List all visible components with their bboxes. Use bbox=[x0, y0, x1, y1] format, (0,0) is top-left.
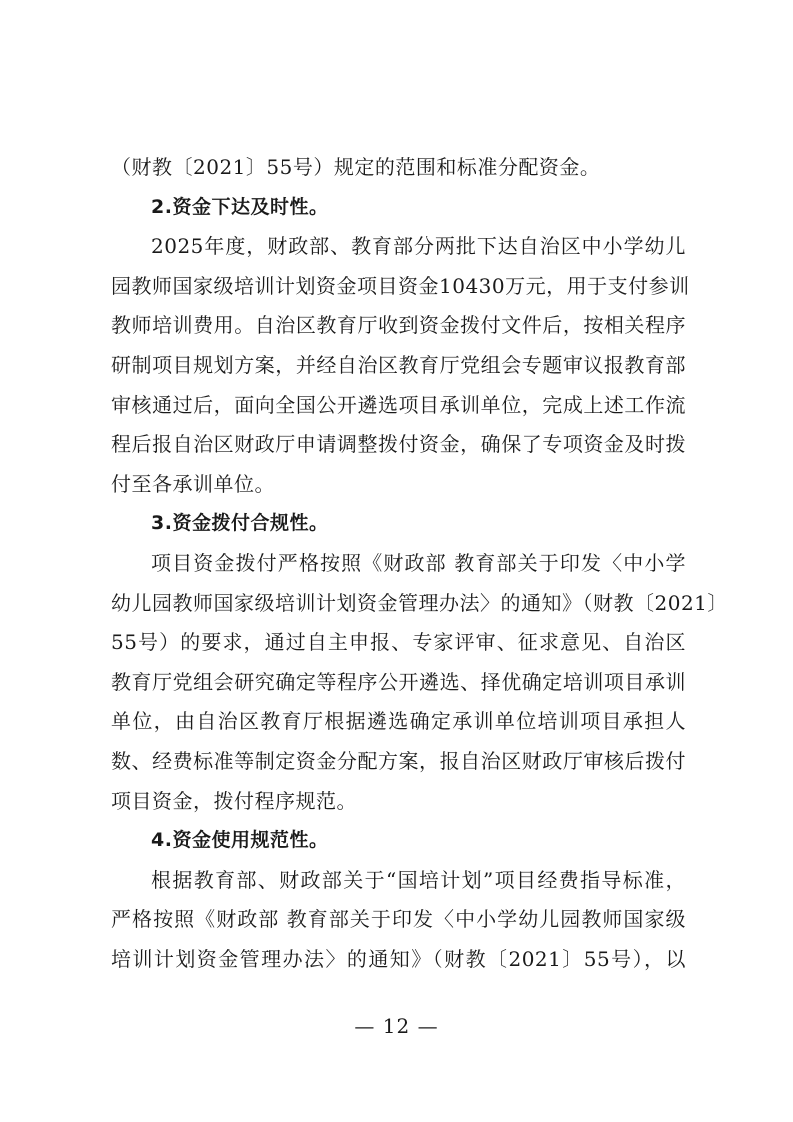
paragraph-line: 幼儿园教师国家级培训计划资金管理办法〉的通知》（财教〔2021〕 bbox=[111, 590, 728, 615]
paragraph-line: 程后报自治区财政厅申请调整拨付资金，确保了专项资金及时拨 bbox=[111, 432, 686, 457]
paragraph-line: 单位，由自治区教育厅根据遴选确定承训单位培训项目承担人 bbox=[111, 709, 686, 734]
section-heading-timeliness: 2.资金下达及时性。 bbox=[151, 195, 329, 218]
paragraph-line: 教育厅党组会研究确定等程序公开遴选、择优确定培训项目承训 bbox=[111, 669, 686, 694]
paragraph-line: 审核通过后，面向全国公开遴选项目承训单位，完成上述工作流 bbox=[111, 392, 686, 417]
paragraph-line: 教师培训费用。自治区教育厅收到资金拨付文件后，按相关程序 bbox=[111, 313, 686, 338]
paragraph-line: 数、经费标准等制定资金分配方案，报自治区财政厅审核后拨付 bbox=[111, 748, 686, 773]
section-heading-usage: 4.资金使用规范性。 bbox=[151, 829, 329, 852]
paragraph-line: 园教师国家级培训计划资金项目资金10430万元，用于支付参训 bbox=[111, 273, 690, 298]
section-heading-compliance: 3.资金拨付合规性。 bbox=[151, 512, 329, 535]
paragraph-line: 项目资金，拨付程序规范。 bbox=[111, 788, 357, 813]
page-number: — 12 — bbox=[354, 1014, 439, 1038]
paragraph-line: 项目资金拨付严格按照《财政部 教育部关于印发〈中小学 bbox=[151, 550, 686, 575]
paragraph-line: 55号）的要求，通过自主申报、专家评审、征求意见、自治区 bbox=[111, 630, 686, 655]
paragraph-line: 付至各承训单位。 bbox=[111, 471, 275, 496]
paragraph-line: 2025年度，财政部、教育部分两批下达自治区中小学幼儿 bbox=[151, 234, 686, 259]
paragraph-line: 研制项目规划方案，并经自治区教育厅党组会专题审议报教育部 bbox=[111, 352, 686, 377]
paragraph-line: 严格按照《财政部 教育部关于印发〈中小学幼儿园教师国家级 bbox=[111, 907, 686, 932]
paragraph-line: （财教〔2021〕55号）规定的范围和标准分配资金。 bbox=[111, 155, 601, 179]
document-body bbox=[111, 148, 728, 979]
paragraph-line: 培训计划资金管理办法〉的通知》（财教〔2021〕55号），以 bbox=[111, 946, 686, 971]
paragraph-line: 根据教育部、财政部关于“国培计划”项目经费指导标准， bbox=[151, 867, 686, 892]
